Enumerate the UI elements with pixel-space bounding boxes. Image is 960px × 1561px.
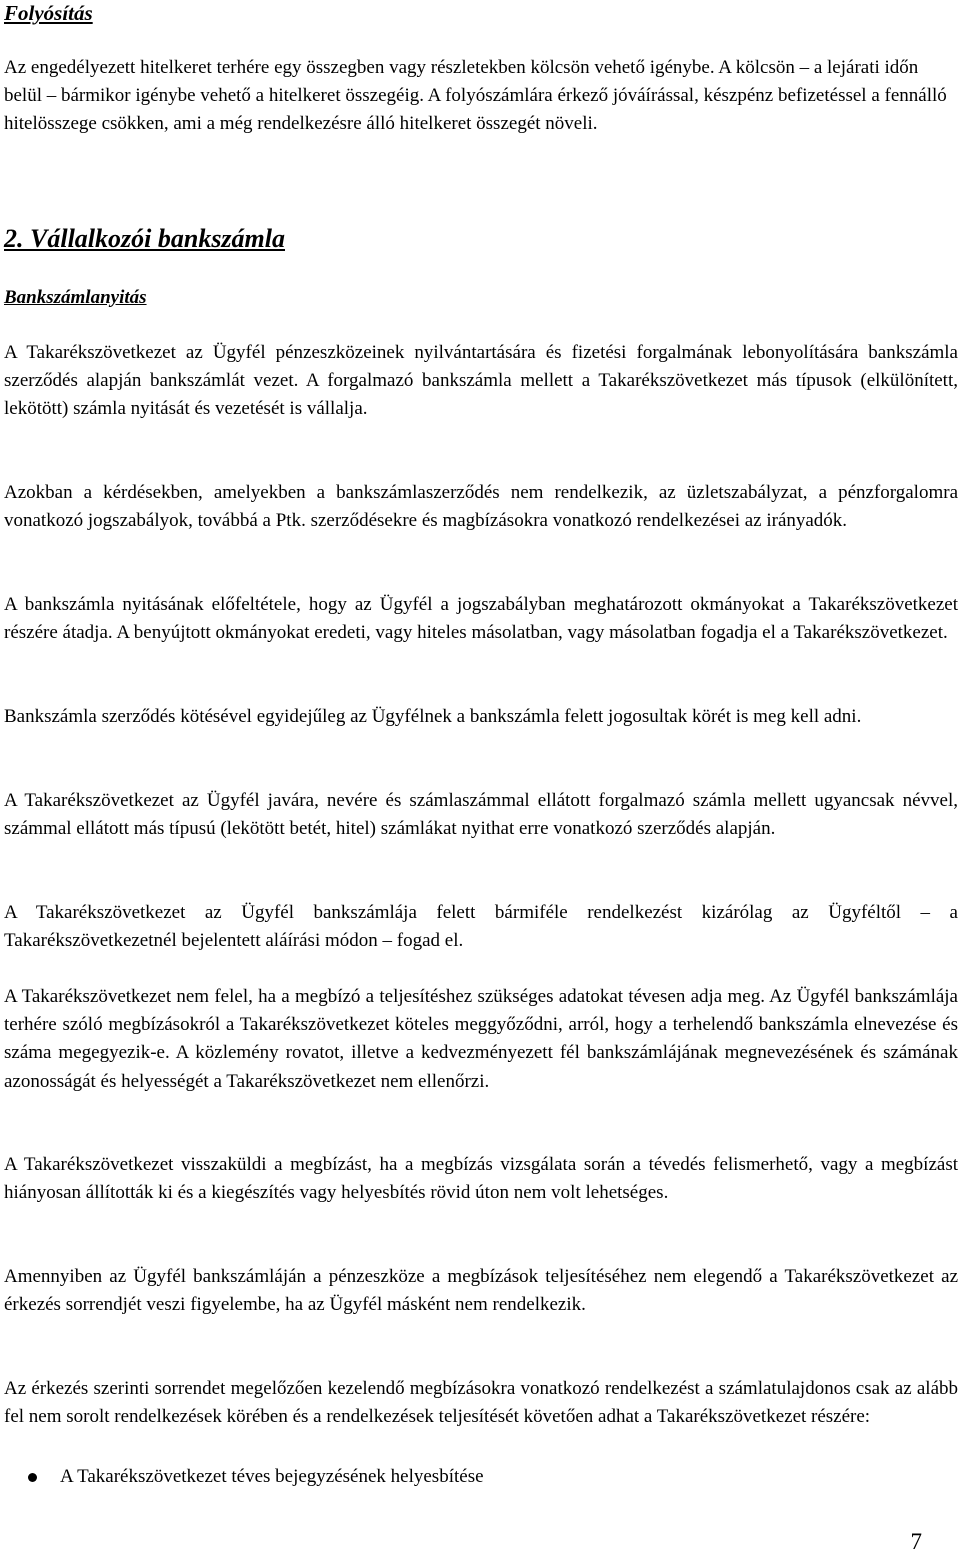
paragraph-6: A Takarékszövetkezet az Ügyfél bankszámlája felett bármiféle rendelkezést kizárólag az Ügyféltől – a Takarékszövetkezetnél bejelentett aláírási módon – fogad el. xyxy=(4,902,958,952)
bullet-text: A Takarékszövetkezet téves bejegyzésének helyesbítése xyxy=(60,1466,484,1487)
paragraph-9: Amennyiben az Ügyfél bankszámláján a pénzeszköze a megbízások teljesítéséhez nem elegendő a Takarékszövetkezet az érkezés sorrendjét veszi figyelembe, ha az Ügyfél másként nem rendelkezik. xyxy=(4,1266,958,1316)
page-number: 7 xyxy=(910,1529,922,1554)
paragraph-folyositas: Az engedélyezett hitelkeret terhére egy összegben vagy részletekben kölcsön vehető igénybe. A kölcsön – a lejárati időn belül – bármikor igénybe vehető a hitelkeret összegéig. A folyószámlára érkező jóváírással, készpénz befizetéssel a fennálló hitelösszege csökken, ami a még rendelkezésre álló hitelkeret összegét növeli. xyxy=(4,57,947,135)
paragraph-1: A Takarékszövetkezet az Ügyfél pénzeszközeinek nyilvántartására és fizetési forgalmának lebonyolítására bankszámla szerződés alapján bankszámlát vezet. A forgalmazó bankszámla mellett a Takarékszövetkezet más típusok (elkülönített, lekötött) számla nyitását és vezetését is vállalja. xyxy=(4,342,958,420)
paragraph-5: A Takarékszövetkezet az Ügyfél javára, nevére és számlaszámmal ellátott forgalmazó számla mellett ugyancsak névvel, számmal ellátott más típusú (lekötött betét, hitel) számlákat nyithat erre vonatkozó szerződés alapján. xyxy=(4,790,958,840)
section-title-vallalkozoi-bankszamla: 2. Vállalkozói bankszámla xyxy=(4,224,285,253)
paragraph-7: A Takarékszövetkezet nem felel, ha a megbízó a teljesítéshez szükséges adatokat tévesen adja meg. Az Ügyfél bankszámlája terhére szóló megbízásokról a Takarékszövetkezet köteles meggyőződni, arról, hogy a terhelendő bankszámla elnevezése és száma megegyezik-e. A közlemény rovatot, illetve a kedvezményezett fél bankszámlájának megnevezésének és számának azonosságát és helyességét a Takarékszövetkezet nem ellenőrzi. xyxy=(4,986,958,1092)
section-title-folyositas: Folyósítás xyxy=(4,1,93,25)
paragraph-3: A bankszámla nyitásának előfeltétele, hogy az Ügyfél a jogszabályban meghatározott okmányokat a Takarékszövetkezet részére átadja. A benyújtott okmányokat eredeti, vagy hiteles másolatban, vagy másolatban fogadja el a Takarékszövetkezet. xyxy=(4,594,958,644)
paragraph-8: A Takarékszövetkezet visszaküldi a megbízást, ha a megbízás vizsgálata során a tévedés felismerhető, vagy a megbízást hiányosan állították ki és a kiegészítés vagy helyesbítés rövid úton nem volt lehetséges. xyxy=(4,1154,958,1204)
bullet-icon xyxy=(28,1473,37,1482)
paragraph-2: Azokban a kérdésekben, amelyekben a bankszámlaszerződés nem rendelkezik, az üzletszabályzat, a pénzforgalomra vonatkozó jogszabályok, továbbá a Ptk. szerződésekre és magbízásokra vonatkozó rendelkezései az irányadók. xyxy=(4,482,958,532)
subsection-title-bankszamlanyitas: Bankszámlanyitás xyxy=(4,287,147,308)
paragraph-10: Az érkezés szerinti sorrendet megelőzően kezelendő megbízásokra vonatkozó rendelkezést a számlatulajdonos csak az alább fel nem sorolt rendelkezések körében és a rendelkezések teljesítését követően adhat a Takarékszövetkezet részére: xyxy=(4,1378,958,1428)
bullet-list-item xyxy=(4,1463,484,1491)
paragraph-4: Bankszámla szerződés kötésével egyidejűleg az Ügyfélnek a bankszámla felett jogosultak körét is meg kell adni. xyxy=(4,706,862,727)
